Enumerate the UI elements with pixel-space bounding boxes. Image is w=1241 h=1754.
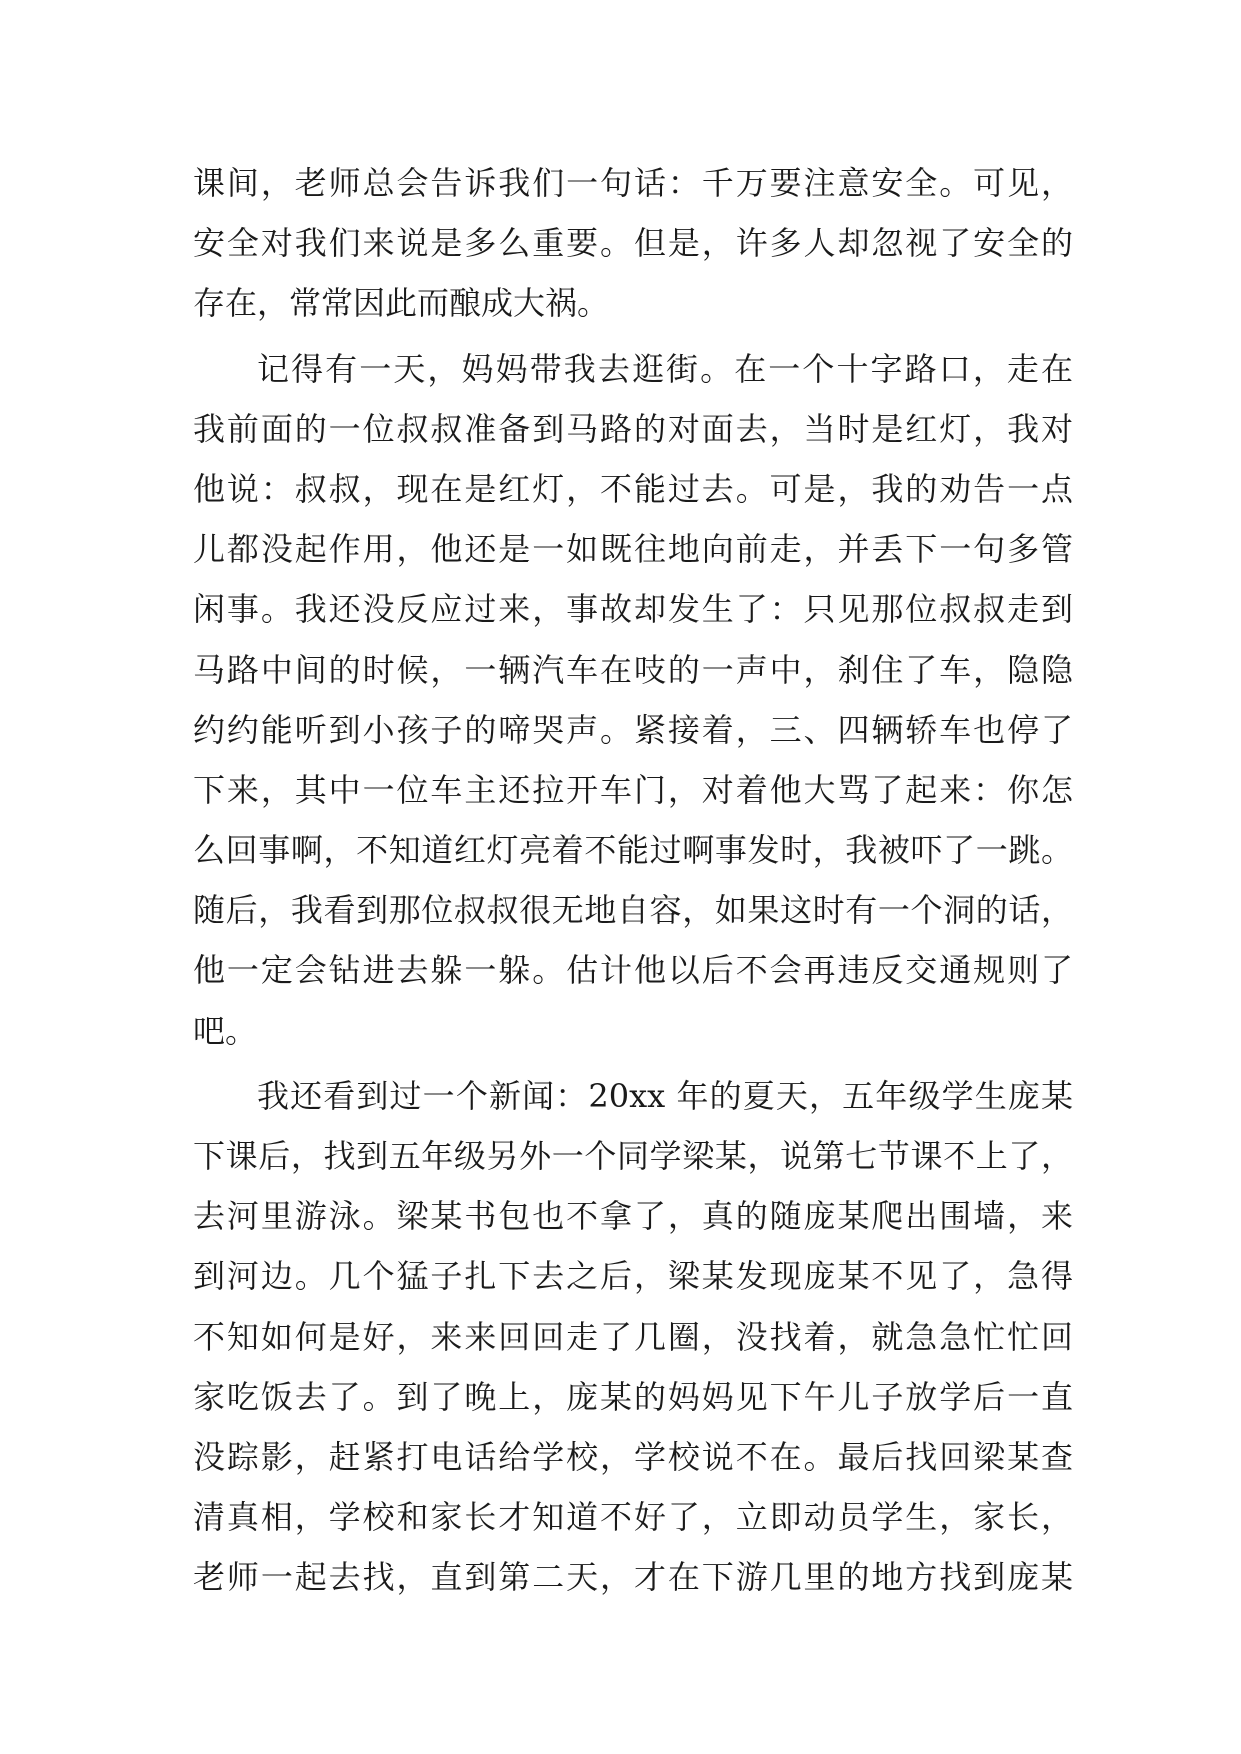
text-line: 他一定会钻进去躲一躲。估计他以后不会再违反交通规则了 [193, 951, 1073, 990]
text-line: 他说：叔叔，现在是红灯，不能过去。可是，我的劝告一点 [193, 469, 1073, 508]
text-line: 去河里游泳。梁某书包也不拿了，真的随庞某爬出围墙，来 [193, 1197, 1073, 1236]
text-line: 老师一起去找，直到第二天，才在下游几里的地方找到庞某 [193, 1558, 1073, 1597]
text-line: 不知如何是好，来来回回走了几圈，没找着，就急急忙忙回 [193, 1317, 1073, 1356]
text-line: 吧。 [193, 1011, 258, 1050]
text-line: 我还看到过一个新闻：20xx 年的夏天，五年级学生庞某 [257, 1076, 1073, 1115]
text-line: 没踪影，赶紧打电话给学校，学校说不在。最后找回梁某查 [193, 1437, 1073, 1476]
text-line: 到河边。几个猛子扎下去之后，梁某发现庞某不见了，急得 [193, 1257, 1073, 1296]
text-line: 清真相，学校和家长才知道不好了，立即动员学生，家长， [193, 1498, 1073, 1537]
text-line: 闲事。我还没反应过来，事故却发生了：只见那位叔叔走到 [193, 590, 1073, 629]
text-line: 么回事啊，不知道红灯亮着不能过啊事发时，我被吓了一跳。 [193, 831, 1073, 870]
text-line: 记得有一天，妈妈带我去逛街。在一个十字路口，走在 [257, 349, 1073, 388]
text-line: 随后，我看到那位叔叔很无地自容，如果这时有一个洞的话， [193, 891, 1073, 930]
text-line: 存在，常常因此而酿成大祸。 [193, 284, 610, 323]
text-line: 马路中间的时候，一辆汽车在吱的一声中，刹住了车，隐隐 [193, 650, 1073, 689]
paragraph [193, 339, 1073, 1061]
text-line: 儿都没起作用，他还是一如既往地向前走，并丢下一句多管 [193, 530, 1073, 569]
paragraph [193, 153, 1073, 334]
document-body [193, 153, 1073, 1608]
text-line: 安全对我们来说是多么重要。但是，许多人却忽视了安全的 [193, 224, 1073, 263]
text-line: 约约能听到小孩子的啼哭声。紧接着，三、四辆轿车也停了 [193, 710, 1073, 749]
text-line: 下课后，找到五年级另外一个同学梁某，说第七节课不上了， [193, 1137, 1073, 1175]
text-line: 我前面的一位叔叔准备到马路的对面去，当时是红灯，我对 [193, 409, 1073, 448]
text-line: 课间，老师总会告诉我们一句话：千万要注意安全。可见， [193, 164, 1073, 202]
text-line: 下来，其中一位车主还拉开车门，对着他大骂了起来：你怎 [193, 770, 1073, 809]
paragraph [193, 1066, 1073, 1608]
text-line: 家吃饭去了。到了晚上，庞某的妈妈见下午儿子放学后一直 [193, 1377, 1073, 1416]
